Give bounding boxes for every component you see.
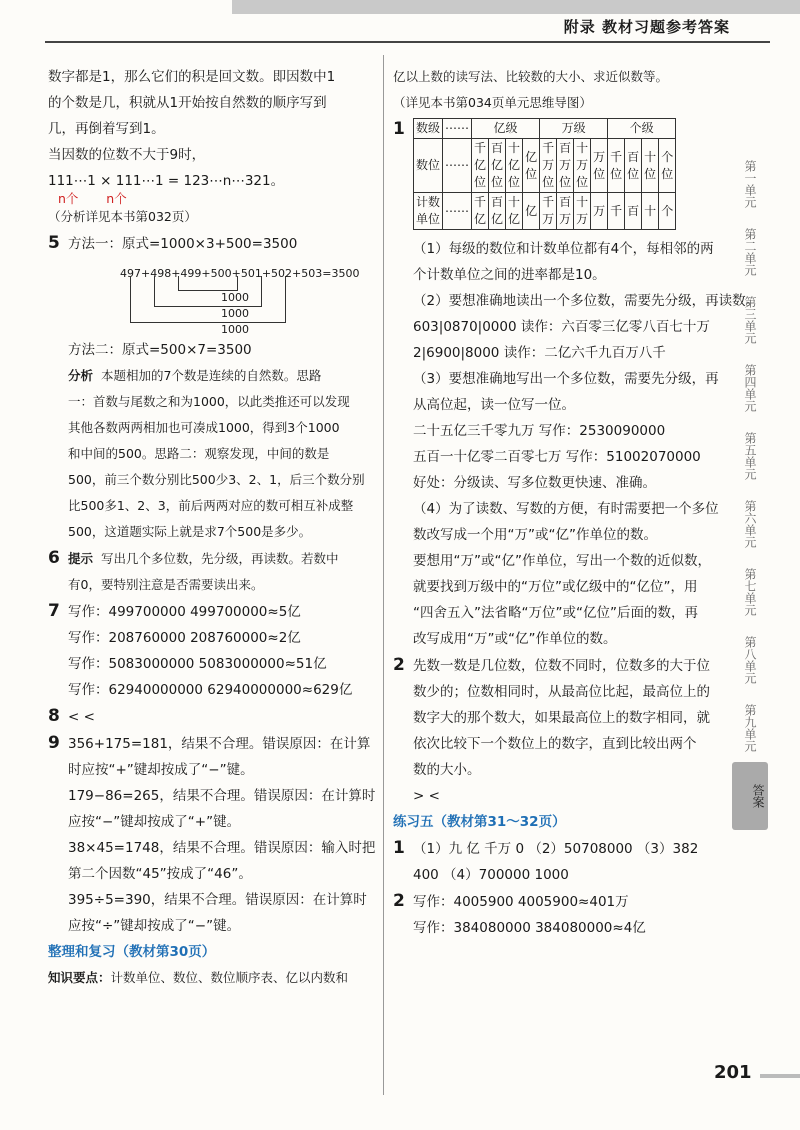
page-number: 201	[714, 1062, 752, 1083]
text-line: 当因数的位数不大于9时，	[48, 147, 206, 163]
text-line: 五百一十亿零二百零七万 写作：51002070000	[413, 449, 701, 465]
text-line: 就要找到万级中的“万位”或亿级中的“亿位”，用	[413, 579, 698, 595]
unit-cell: 百 亿	[489, 193, 506, 230]
header-bar	[232, 0, 800, 14]
text-line: 从高位起，读一位写一位。	[413, 397, 575, 413]
text-line: 改写成用“万”或“亿”作单位的数。	[413, 631, 617, 647]
text-line: 几，再倒着写到1。	[48, 121, 165, 137]
text-line: 要想用“万”或“亿”作单位，写出一个数的近似数，	[413, 553, 711, 569]
text-line: 个计数单位之间的进率都是10。	[413, 267, 606, 283]
unit-tab[interactable]: 第七单元	[743, 568, 757, 616]
column-divider	[383, 55, 384, 1095]
text-line: 395÷5=390，结果不合理。错误原因：在计算时	[68, 892, 367, 908]
row-label: 计数 单位	[414, 193, 443, 230]
text-line: 比500多1、2、3，前后两两对应的数可相互补成整	[68, 498, 354, 513]
sum-expression: 497+498+499+500+501+502+503=3500	[120, 267, 360, 280]
page-bar	[760, 1074, 800, 1078]
unit-cell: 个	[659, 193, 676, 230]
unit-tab[interactable]: 第六单元	[743, 500, 757, 548]
text-line: 2|6900|8000 读作：二亿六千九百万八千	[413, 345, 666, 361]
place-cell: 万 位	[591, 139, 608, 193]
place-cell: 亿 位	[523, 139, 540, 193]
text-line: 写作：208760000 208760000≈2亿	[68, 630, 301, 646]
question-8: 8 < <	[48, 706, 95, 726]
pair-value: 1000	[221, 323, 249, 336]
text-line: 数少的；位数相同时，从最高位比起，最高位上的	[413, 684, 710, 700]
place-cell: 十 位	[642, 139, 659, 193]
text-line: 数字大的那个数大，如果最高位上的数字相同，就	[413, 710, 710, 726]
level-cell: 亿级	[472, 119, 540, 139]
analysis: 分析 本题相加的7个数是连续的自然数。思路	[68, 368, 322, 383]
text-line: > <	[413, 788, 440, 804]
place-cell: 十 万 位	[574, 139, 591, 193]
unit-tab[interactable]: 第二单元	[743, 228, 757, 276]
formula: 111⋯1 × 111⋯1 = 123⋯n⋯321。	[48, 173, 285, 189]
place-value-table	[413, 118, 676, 230]
place-cell: 千 位	[608, 139, 625, 193]
unit-tab[interactable]: 第五单元	[743, 432, 757, 480]
text-line: 400 （4）700000 1000	[413, 867, 569, 883]
text-line: 方法二：原式=500×7=3500	[68, 342, 252, 358]
unit-cell: 百 万	[557, 193, 574, 230]
knowledge-points: 知识要点：计数单位、数位、数位顺序表、亿以内数和	[48, 970, 349, 985]
text-line: 第二个因数“45”按成了“46”。	[68, 866, 252, 882]
unit-tab-active[interactable]: 答案	[732, 762, 768, 830]
text-line: 500，这道题实际上就是求7个500是多少。	[68, 524, 312, 539]
text-line: （4）为了读数、写数的方便，有时需要把一个多位	[413, 501, 719, 517]
place-cell: 个 位	[659, 139, 676, 193]
ellipsis-cell: ⋯⋯	[443, 119, 472, 139]
text-line: 应按“÷”键却按成了“−”键。	[68, 918, 241, 934]
place-cell: 千 亿 位	[472, 139, 489, 193]
question-1: 1 数级 ⋯⋯ 亿级 万级 个级 数位 ⋯⋯ 千 亿 位 百 亿 位 十 亿 位 亿 位 千 万 位 百 万 位 十 万 位 万 位 千 位 百 位 十 位 个 位 计数 单位 ⋯⋯ 千 亿 百 亿 十 亿 亿 千 万 百 万 十 万 万 千 百 十 个	[393, 116, 728, 236]
question-6: 6 提示 写出几个多位数，先分级，再读数。若数中	[48, 548, 339, 568]
unit-cell: 十	[642, 193, 659, 230]
text-line: 179−86=265，结果不合理。错误原因：在计算时	[68, 788, 376, 804]
unit-tabs	[730, 150, 770, 830]
header-title: 附录 教材习题参考答案	[563, 18, 730, 36]
text-line: （2）要想准确地读出一个多位数，需要先分级，再读数。	[413, 293, 760, 309]
unit-tab[interactable]: 第四单元	[743, 364, 757, 412]
unit-cell: 千 万	[540, 193, 557, 230]
text-line: 和中间的500。思路二：观察发现，中间的数是	[68, 446, 330, 461]
text-line: 数字都是1，那么它们的积是回文数。即因数中1	[48, 69, 336, 85]
pair-bracket	[130, 276, 286, 323]
text-line: 38×45=1748，结果不合理。错误原因：输入时把	[68, 840, 376, 856]
text-line: 数的大小。	[413, 762, 481, 778]
text-line: 二十五亿三千零九万 写作：2530090000	[413, 423, 666, 439]
text-line: 依次比较下一个数位上的数字，直到比较出两个	[413, 736, 697, 752]
reference-note: （分析详见本书第032页）	[48, 209, 197, 224]
ellipsis-cell: ⋯⋯	[443, 193, 472, 230]
question-9: 9 356+175=181，结果不合理。错误原因：在计算	[48, 733, 371, 753]
unit-cell: 千	[608, 193, 625, 230]
text-line: 好处：分级读、写多位数更快速、准确。	[413, 475, 656, 491]
question-2: 2 先数一数是几位数，位数不同时，位数多的大于位	[393, 655, 710, 675]
exercise-2: 2 写作：4005900 4005900≈401万	[393, 891, 629, 911]
unit-cell: 百	[625, 193, 642, 230]
place-cell: 千 万 位	[540, 139, 557, 193]
text-line: 亿以上数的读写法、比较数的大小、求近似数等。	[393, 69, 669, 84]
text-line: 数改写成一个用“万”或“亿”作单位的数。	[413, 527, 657, 543]
unit-tab[interactable]: 第八单元	[743, 636, 757, 684]
header-rule	[45, 41, 770, 43]
unit-tab[interactable]: 第三单元	[743, 296, 757, 344]
exercise-1: 1 （1）九 亿 千万 0 （2）50708000 （3）382	[393, 838, 699, 858]
text-line: 写作：5083000000 5083000000≈51亿	[68, 656, 327, 672]
text-line: 应按“−”键却按成了“+”键。	[68, 814, 241, 830]
place-cell: 百 万 位	[557, 139, 574, 193]
text-line: 一：首数与尾数之和为1000，以此类推还可以发现	[68, 394, 350, 409]
reference-note: （详见本书第034页单元思维导图）	[393, 95, 592, 110]
text-line: 有0，要特别注意是否需要读出来。	[68, 577, 264, 592]
question-5: 5 方法一：原式=1000×3+500=3500	[48, 233, 298, 253]
left-column	[48, 64, 378, 991]
unit-cell: 千 亿	[472, 193, 489, 230]
text-line: “四舍五入”法省略“万位”或“亿位”后面的数，再	[413, 605, 698, 621]
formula-note: n个 n个	[58, 191, 127, 206]
text-line: 500，前三个数分别比500少3、2、1，后三个数分别	[68, 472, 365, 487]
text-line: （3）要想准确地写出一个多位数，需要先分级，再	[413, 371, 719, 387]
text-line: 其他各数两两相加也可凑成1000，得到3个1000	[68, 420, 340, 435]
text-line: 写作：384080000 384080000≈4亿	[413, 920, 646, 936]
place-cell: 十 亿 位	[506, 139, 523, 193]
pair-value: 1000	[221, 307, 249, 320]
unit-tab[interactable]: 第九单元	[743, 704, 757, 752]
text-line: 写作：62940000000 62940000000≈629亿	[68, 682, 353, 698]
unit-cell: 十 亿	[506, 193, 523, 230]
pair-value: 1000	[221, 291, 249, 304]
text-line: 时应按“+”键却按成了“−”键。	[68, 762, 254, 778]
ellipsis-cell: ⋯⋯	[443, 139, 472, 193]
sum-pairing-diagram	[68, 261, 378, 336]
text-line: （1）每级的数位和计数单位都有4个，每相邻的两	[413, 241, 714, 257]
review-title: 整理和复习（教材第30页）	[48, 944, 216, 960]
exercise-title: 练习五（教材第31～32页）	[393, 814, 566, 830]
unit-cell: 亿	[523, 193, 540, 230]
level-cell: 万级	[540, 119, 608, 139]
place-cell: 百 位	[625, 139, 642, 193]
unit-tab[interactable]: 第一单元	[743, 160, 757, 208]
text-line: 603|0870|0000 读作：六百零三亿零八百七十万	[413, 319, 710, 335]
row-label: 数位	[414, 139, 443, 193]
unit-cell: 十 万	[574, 193, 591, 230]
text-line: 的个数是几，积就从1开始按自然数的顺序写到	[48, 95, 327, 111]
row-label: 数级	[414, 119, 443, 139]
question-7: 7 写作：499700000 499700000≈5亿	[48, 601, 301, 621]
level-cell: 个级	[608, 119, 676, 139]
unit-cell: 万	[591, 193, 608, 230]
place-cell: 百 亿 位	[489, 139, 506, 193]
